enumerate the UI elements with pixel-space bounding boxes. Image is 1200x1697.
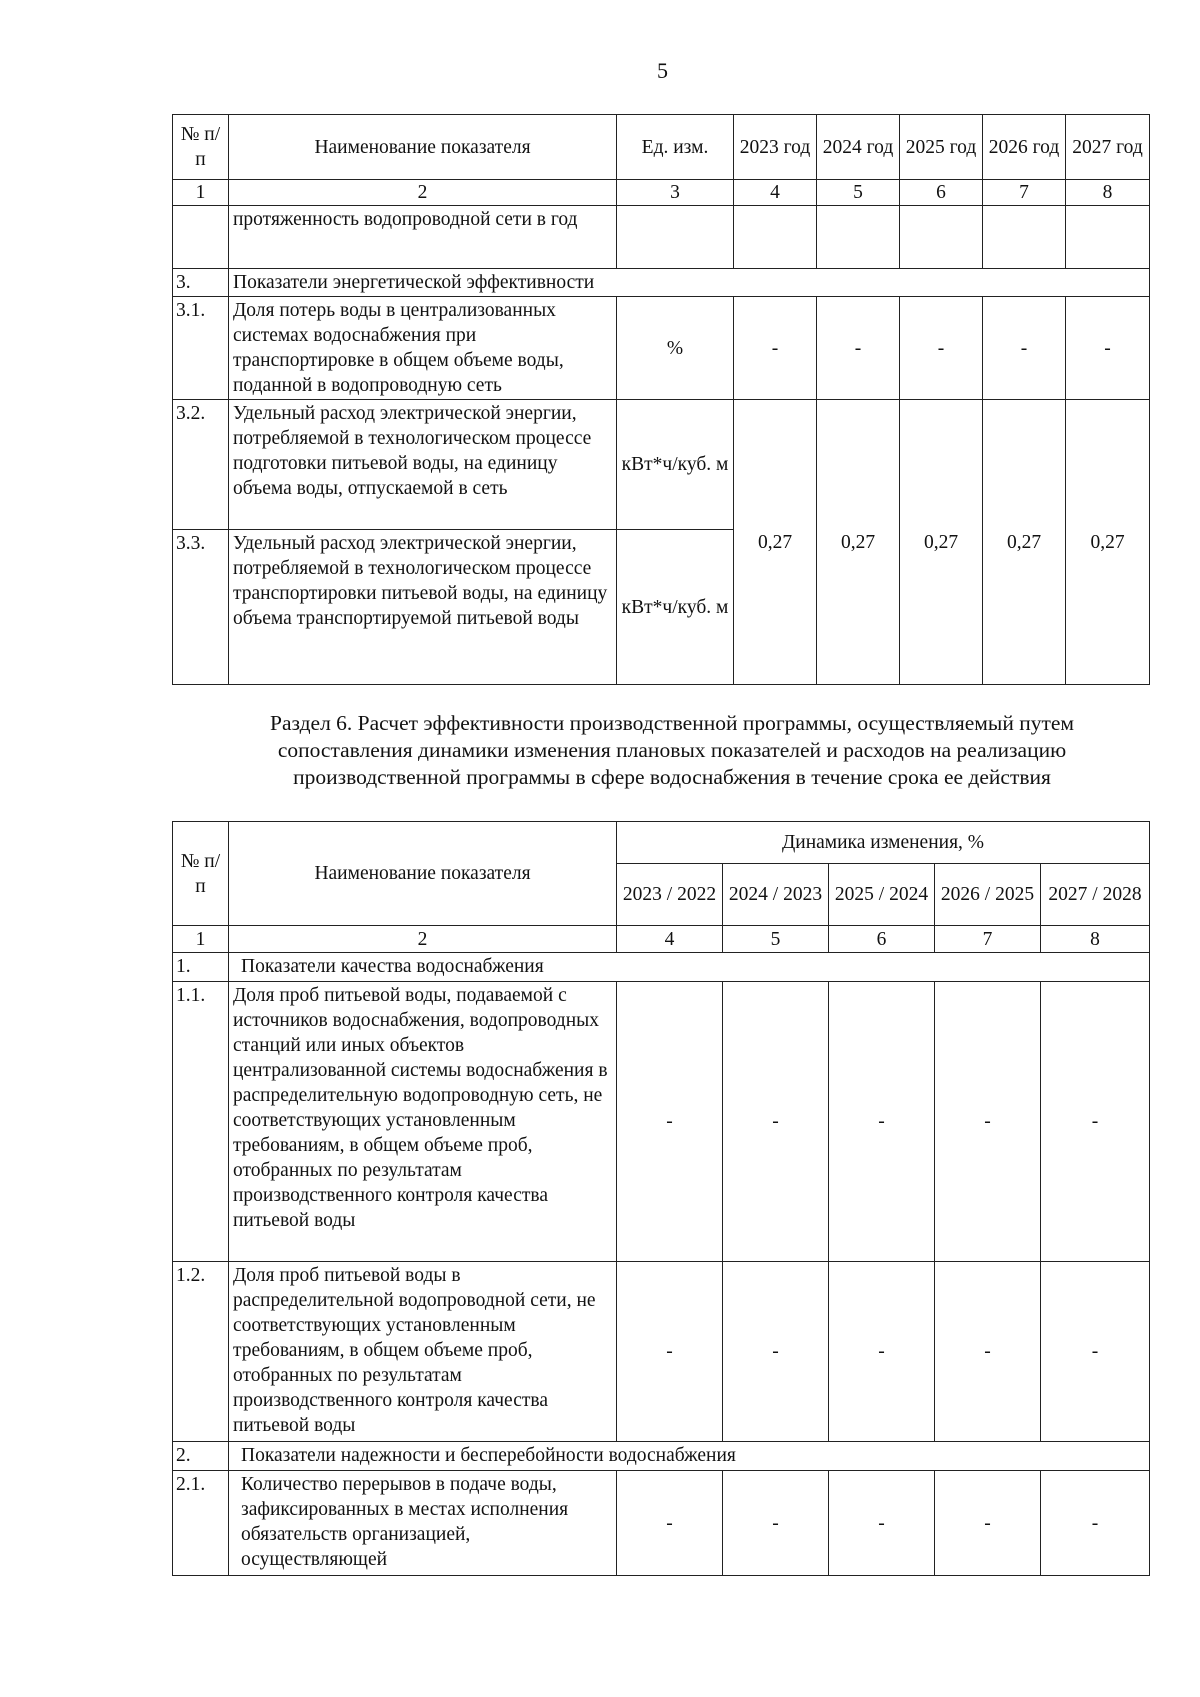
col-index: 4: [617, 926, 723, 953]
table-row: [173, 297, 1150, 400]
row-name: Удельный расход электрической энергии, потребляемой в технологическом процессе транспортировки питьевой воды, на единицу объема транспортируемой питьевой воды: [229, 530, 617, 685]
header-name: Наименование показателя: [229, 115, 617, 180]
section-title: Показатели надежности и бесперебойности водоснабжения: [229, 1442, 1150, 1471]
row-name: протяженность водопроводной сети в год: [229, 206, 617, 269]
col-index: 7: [935, 926, 1041, 953]
header-year: 2025 год: [900, 115, 983, 180]
row-value: -: [829, 1471, 935, 1576]
row-unit: кВт*ч/куб. м: [617, 400, 734, 530]
row-num: 1.2.: [173, 1262, 229, 1442]
row-value: -: [935, 982, 1041, 1262]
section-num: 3.: [173, 269, 229, 297]
row-name: Удельный расход электрической энергии, потребляемой в технологическом процессе подготовки питьевой воды, на единицу объема воды, отпускаемой в сеть: [229, 400, 617, 530]
table-row: [173, 400, 1150, 530]
col-index: 3: [617, 180, 734, 206]
row-value: -: [1041, 1471, 1150, 1576]
col-index: 2: [229, 180, 617, 206]
section6-title-line: сопоставления динамики изменения плановых показателей и расходов на реализацию: [277, 738, 1067, 762]
row-name: Доля проб питьевой воды в распределительной водопроводной сети, не соответствующих установленным требованиям, в общем объеме проб, отобранных по результатам производственного контроля качества питьевой воды: [229, 1262, 617, 1442]
row-value: -: [935, 1262, 1041, 1442]
section-title: Показатели качества водоснабжения: [229, 953, 1150, 982]
col-index: 5: [817, 180, 900, 206]
section-title: Показатели энергетической эффективности: [229, 269, 1150, 297]
table-header-row: [173, 115, 1150, 180]
section-row: [173, 269, 1150, 297]
row-num: 3.2.: [173, 400, 229, 530]
column-index-row: [173, 180, 1150, 206]
header-num: № п/п: [173, 115, 229, 180]
row-value: -: [1041, 1262, 1150, 1442]
column-index-row: [173, 926, 1150, 953]
row-num: 2.1.: [173, 1471, 229, 1576]
header-period: 2024 / 2023: [723, 864, 829, 926]
row-num: 3.3.: [173, 530, 229, 685]
merged-value: 0,27: [734, 400, 817, 685]
row-value: -: [1066, 297, 1150, 400]
header-dynamics: Динамика изменения, %: [617, 822, 1150, 864]
merged-value: 0,27: [817, 400, 900, 685]
row-value: -: [1041, 982, 1150, 1262]
section6-title-line: Раздел 6. Расчет эффективности производственной программы, осуществляемый путем: [269, 711, 1074, 735]
col-index: 6: [829, 926, 935, 953]
indicators-table: [172, 114, 1150, 685]
row-value: -: [723, 1471, 829, 1576]
header-num: № п/п: [173, 822, 229, 926]
col-index: 6: [900, 180, 983, 206]
row-name: Количество перерывов в подаче воды, зафиксированных в местах исполнения обязательств организацией, осуществляющей: [229, 1471, 617, 1576]
row-name: Доля потерь воды в централизованных системах водоснабжения при транспортировке в общем объеме воды, поданной в водопроводную сеть: [229, 297, 617, 400]
header-period: 2027 / 2028: [1041, 864, 1150, 926]
row-value: -: [617, 1262, 723, 1442]
col-index: 8: [1066, 180, 1150, 206]
table-row: [173, 1262, 1150, 1442]
section6-title-line: производственной программы в сфере водоснабжения в течение срока ее действия: [293, 765, 1051, 789]
row-value: -: [617, 1471, 723, 1576]
merged-value: 0,27: [1066, 400, 1150, 685]
section6-title: [172, 710, 1172, 791]
table-row: [173, 206, 1150, 269]
row-unit: %: [617, 297, 734, 400]
table-header-row: [173, 822, 1150, 864]
col-index: 4: [734, 180, 817, 206]
section-row: [173, 1442, 1150, 1471]
row-value: -: [734, 297, 817, 400]
table-row: [173, 982, 1150, 1262]
header-period: 2023 / 2022: [617, 864, 723, 926]
row-value: -: [817, 297, 900, 400]
row-value: -: [723, 1262, 829, 1442]
header-year: 2026 год: [983, 115, 1066, 180]
header-year: 2023 год: [734, 115, 817, 180]
col-index: 8: [1041, 926, 1150, 953]
row-value: -: [829, 1262, 935, 1442]
header-year: 2027 год: [1066, 115, 1150, 180]
row-value: -: [983, 297, 1066, 400]
table-row: [173, 1471, 1150, 1576]
merged-value: 0,27: [983, 400, 1066, 685]
section-num: 2.: [173, 1442, 229, 1471]
col-index: 1: [173, 926, 229, 953]
row-num: 3.1.: [173, 297, 229, 400]
header-period: 2025 / 2024: [829, 864, 935, 926]
row-value: -: [935, 1471, 1041, 1576]
row-value: -: [723, 982, 829, 1262]
col-index: 7: [983, 180, 1066, 206]
col-index: 2: [229, 926, 617, 953]
col-index: 5: [723, 926, 829, 953]
header-year: 2024 год: [817, 115, 900, 180]
row-num: 1.1.: [173, 982, 229, 1262]
section-row: [173, 953, 1150, 982]
section-num: 1.: [173, 953, 229, 982]
header-name: Наименование показателя: [229, 822, 617, 926]
efficiency-table: [172, 821, 1150, 1576]
row-name: Доля проб питьевой воды, подаваемой с источников водоснабжения, водопроводных станций или иных объектов централизованной системы водоснабжения в распределительную водопроводную сеть, не соответствующих установленным требованиям, в общем объеме проб, отобранных по результатам производственного контроля качества питьевой воды: [229, 982, 617, 1262]
col-index: 1: [173, 180, 229, 206]
page-number: 5: [657, 58, 668, 83]
row-value: -: [617, 982, 723, 1262]
merged-value: 0,27: [900, 400, 983, 685]
header-unit: Ед. изм.: [617, 115, 734, 180]
header-period: 2026 / 2025: [935, 864, 1041, 926]
row-value: -: [900, 297, 983, 400]
row-unit: кВт*ч/куб. м: [617, 530, 734, 685]
row-value: -: [829, 982, 935, 1262]
